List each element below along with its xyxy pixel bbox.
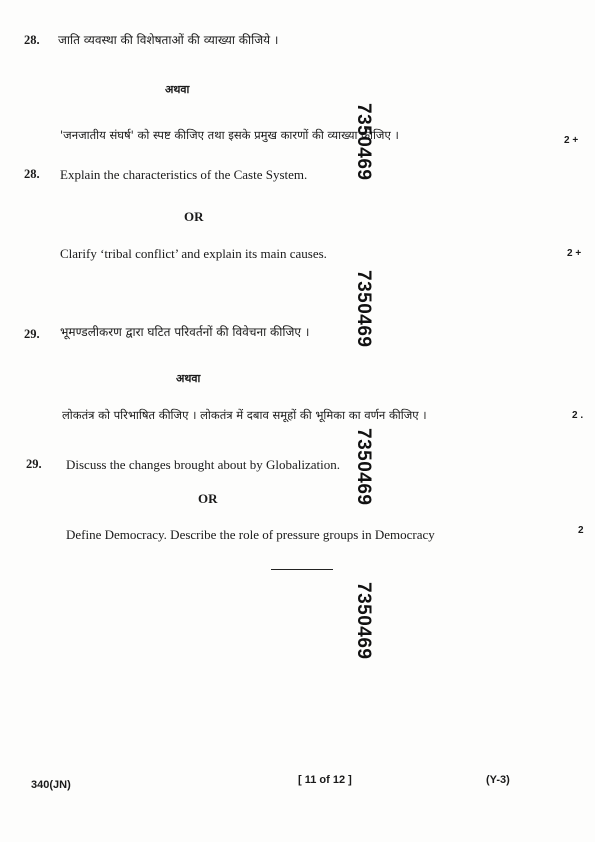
q28-english-text: Explain the characteristics of the Caste System.	[60, 167, 308, 182]
serial-number-stamp-3: 7350469	[353, 428, 374, 506]
serial-number-stamp-4: 7350469	[353, 582, 374, 660]
q28-english-number: 28.	[24, 167, 40, 181]
q29-hindi-number: 29.	[24, 327, 40, 341]
end-of-questions-rule	[271, 569, 333, 570]
paper-code: 340(JN)	[31, 779, 71, 791]
q29-english-number: 29.	[26, 457, 42, 471]
q29-hindi-or: अथवा	[176, 372, 201, 385]
q29-hindi-alternative: लोकतंत्र को परिभाषित कीजिए । लोकतंत्र में दबाव समूहों की भूमिका का वर्णन कीजिए ।	[62, 408, 427, 422]
q28-hindi-or: अथवा	[165, 83, 190, 96]
q29-hindi-marks: 2 .	[572, 410, 584, 421]
q28-hindi-number: 28.	[24, 33, 40, 47]
serial-number-stamp-1: 7350469	[353, 103, 374, 181]
q28-hindi-alternative: 'जनजातीय संघर्ष' को स्पष्ट कीजिए तथा इसके प्रमुख कारणों की व्याख्या कीजिए ।	[60, 128, 399, 142]
q28-hindi-text: जाति व्यवस्था की विशेषताओं की व्याख्या कीजिये ।	[58, 33, 279, 47]
q29-english-alternative: Define Democracy. Describe the role of pressure groups in Democracy	[66, 527, 435, 542]
q28-english-alternative: Clarify ‘tribal conflict’ and explain its main causes.	[60, 246, 327, 261]
q29-english-text: Discuss the changes brought about by Globalization.	[66, 457, 341, 472]
q29-hindi-text: भूमण्डलीकरण द्वारा घटित परिवर्तनों की विवेचना कीजिए ।	[60, 325, 310, 339]
q28-english-or: OR	[184, 209, 204, 224]
series-code: (Y-3)	[486, 774, 510, 786]
q29-english-marks: 2	[578, 525, 584, 536]
serial-number-stamp-2: 7350469	[353, 270, 374, 348]
page-indicator: [ 11 of 12 ]	[298, 774, 352, 786]
q28-hindi-marks: 2 +	[564, 135, 579, 146]
q28-english-marks: 2 +	[567, 248, 582, 259]
q29-english-or: OR	[198, 491, 218, 506]
